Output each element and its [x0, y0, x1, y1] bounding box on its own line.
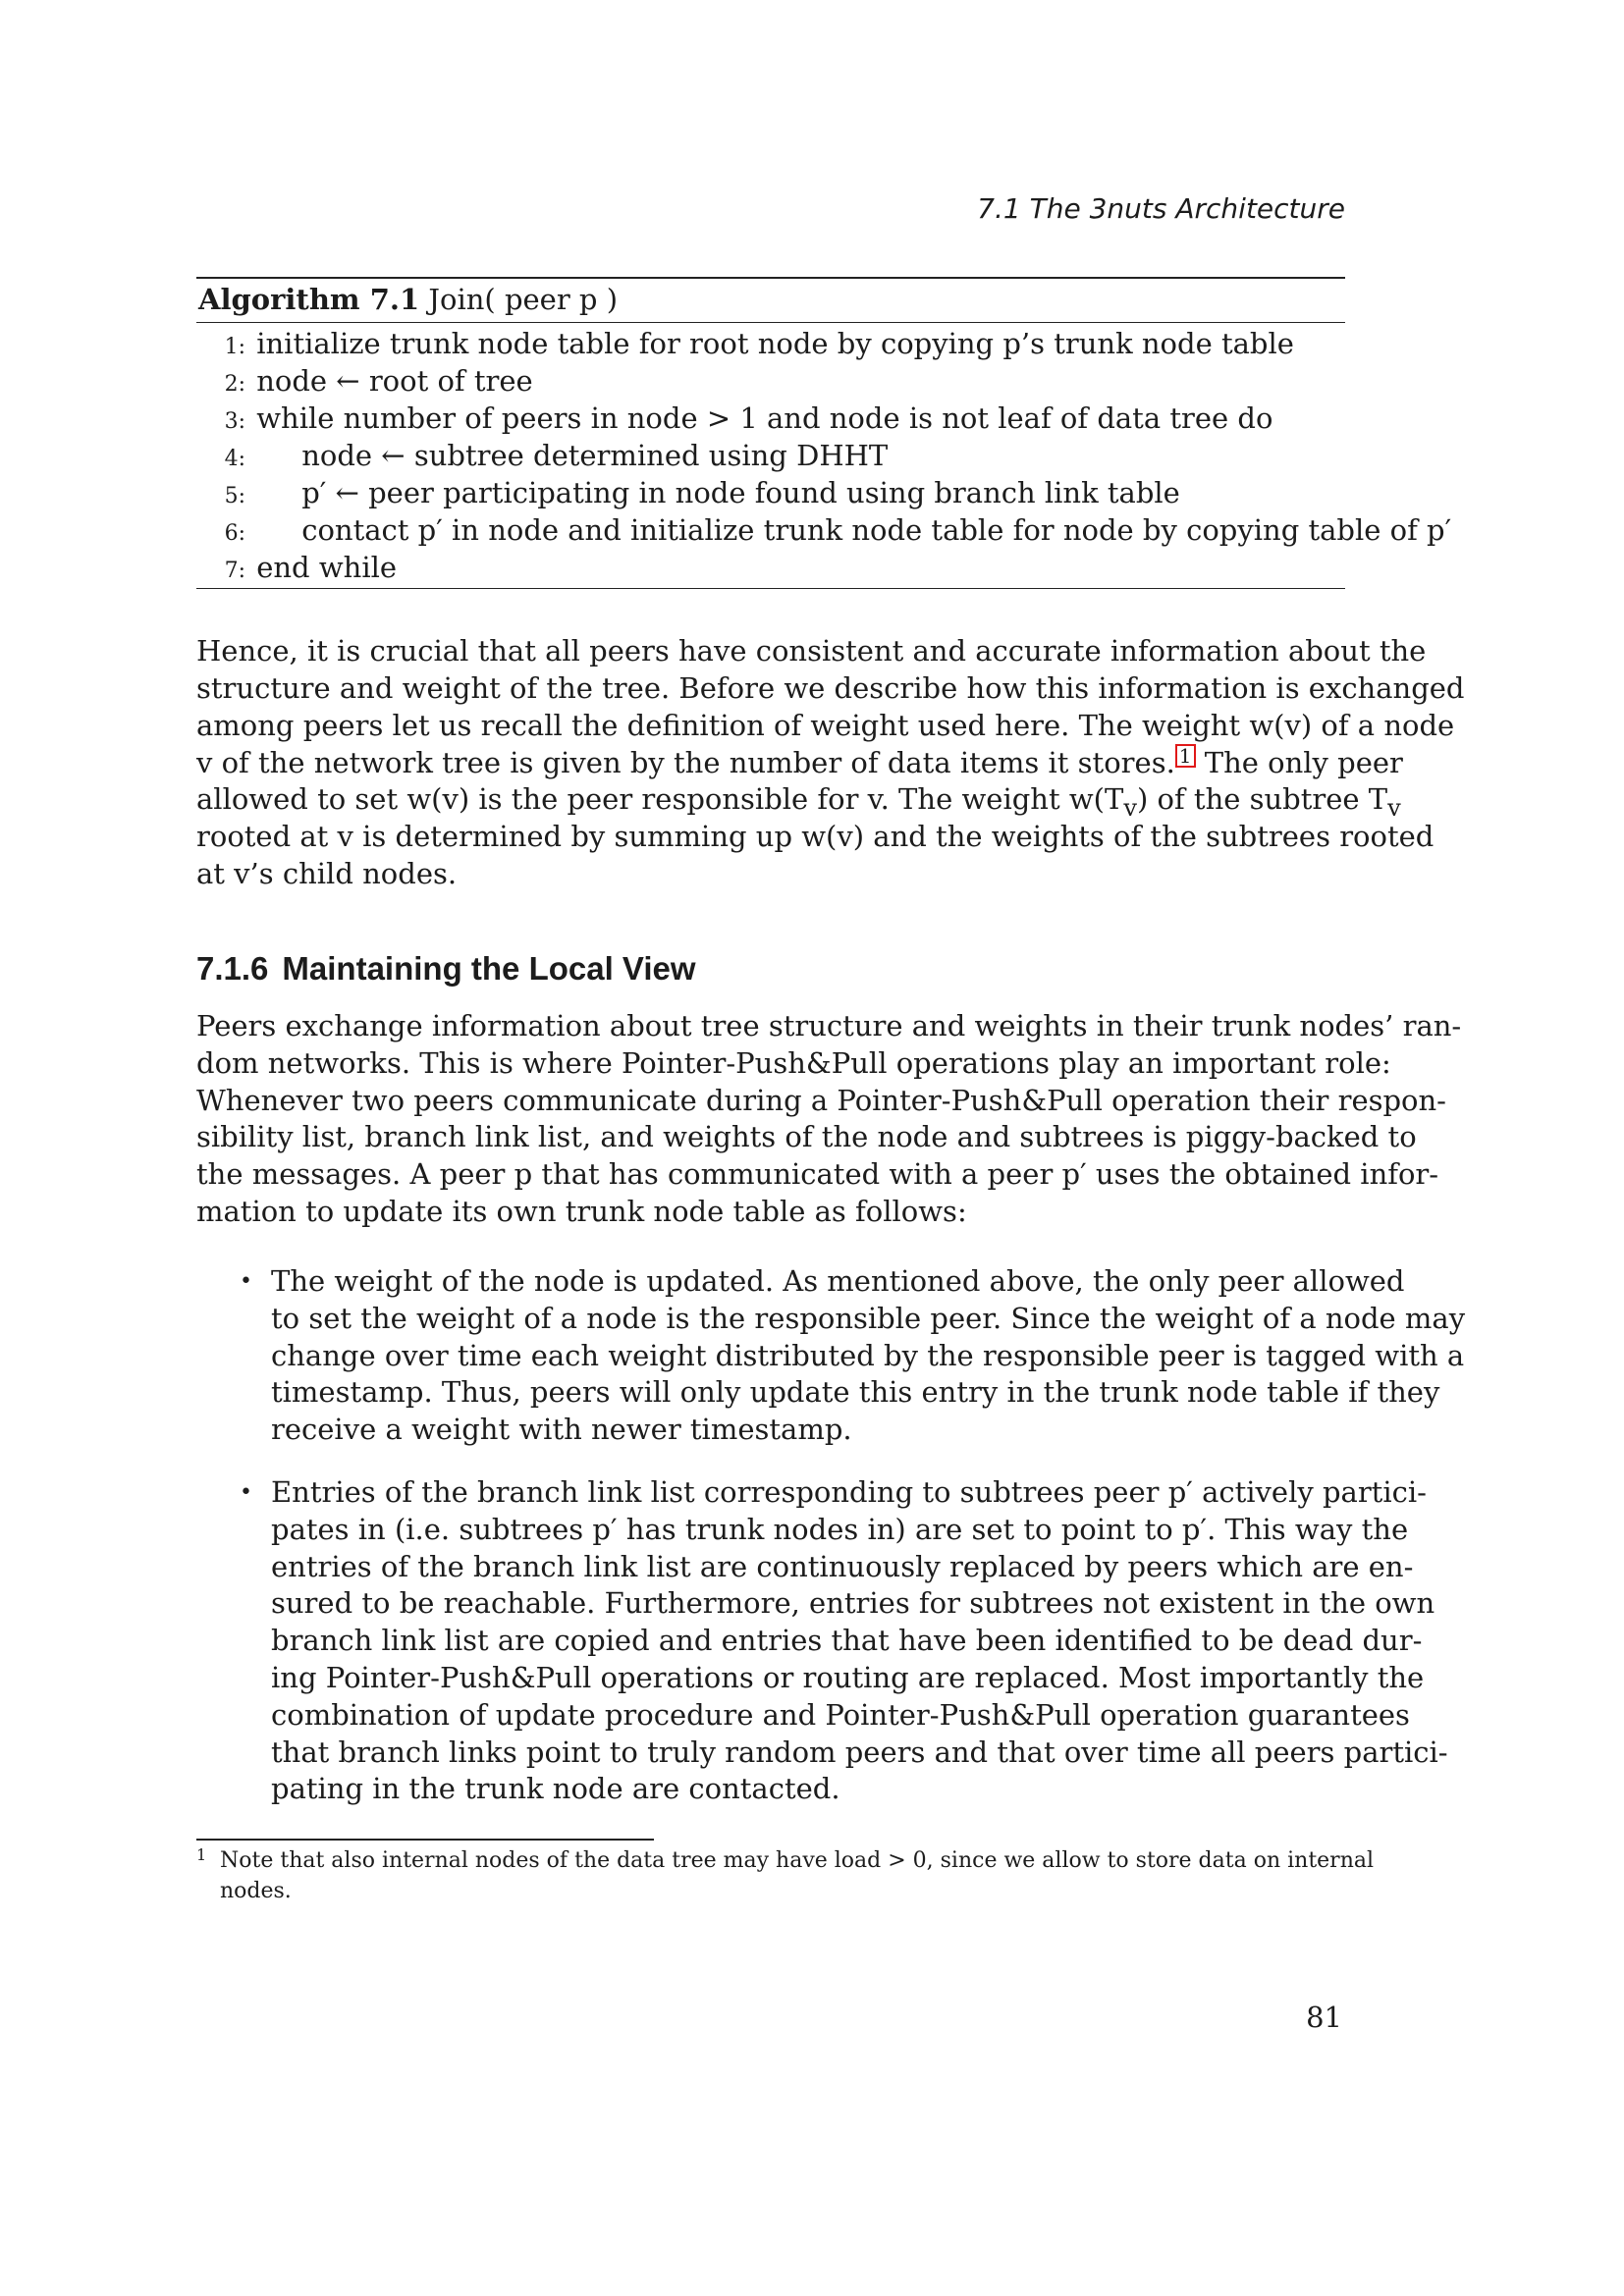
text-line: pating in the trunk node are contacted.	[271, 1772, 840, 1806]
algorithm-line-text: end while	[256, 551, 398, 584]
text-line: sibility list, branch link list, and weights of the node and subtrees is piggy-backed to	[196, 1120, 1417, 1154]
text-line	[196, 744, 1403, 781]
text-segment: ) of the subtree T	[1136, 782, 1388, 817]
algorithm-line	[196, 474, 1345, 511]
bullet-item	[196, 1474, 1448, 1808]
text-line: branch link list are copied and entries that have been identified to be dead dur-	[271, 1624, 1423, 1658]
text-line: rooted at v is determined by summing up w(v) and the weights of the subtrees rooted	[196, 819, 1435, 853]
text-line: the messages. A peer p that has communicated with a peer p′ uses the obtained infor-	[196, 1157, 1439, 1192]
algorithm-line	[196, 511, 1452, 549]
algorithm-line-text: node ← root of tree	[256, 364, 533, 398]
algorithm-line	[196, 549, 1345, 586]
text-line: Peers exchange information about tree structure and weights in their trunk nodes’ ran-	[196, 1009, 1462, 1042]
page-number: 81	[1306, 2001, 1342, 2034]
text-segment: allowed to set w(v) is the peer responsible for v. The weight w(T	[196, 782, 1124, 817]
text-line: at v’s child nodes.	[196, 856, 458, 890]
algorithm-line-number: 2:	[224, 372, 245, 397]
bullet-icon: •	[240, 1269, 252, 1294]
bullet-item	[196, 1263, 1466, 1449]
text-segment: v of the network tree is given by the number of data items it stores.	[196, 746, 1175, 780]
text-line: timestamp. Thus, peers will only update this entry in the trunk node table if they	[271, 1375, 1440, 1410]
section-title: Maintaining the Local View	[282, 950, 696, 987]
algorithm-line-text: contact p′ in node and initialize trunk node table for node by copying table of p′	[301, 513, 1452, 547]
algorithm-line	[196, 362, 1345, 400]
footnote-line: Note that also internal nodes of the data tree may have load > 0, since we allow to store data on internal	[220, 1848, 1375, 1873]
text-segment: The only peer	[1204, 746, 1403, 780]
algorithm-line	[196, 400, 1345, 437]
algorithm-line-number: 5:	[224, 484, 245, 508]
text-line: to set the weight of a node is the responsible peer. Since the weight of a node may	[271, 1301, 1466, 1335]
paragraph-weights	[196, 633, 1465, 893]
text-line: that branch links point to truly random peers and that over time all peers partici-	[271, 1735, 1448, 1769]
algorithm-line-text: while number of peers in node > 1 and node is not leaf of data tree do	[256, 401, 1273, 435]
footnote	[196, 1845, 1375, 1906]
text-line: The weight of the node is updated. As mentioned above, the only peer allowed	[271, 1264, 1405, 1298]
algorithm-caption	[196, 279, 1345, 322]
algorithm-line-text: initialize trunk node table for root node by copying p’s trunk node table	[256, 327, 1294, 360]
footnote-mark: 1	[196, 1845, 207, 1864]
algorithm-line-number: 3:	[224, 409, 245, 434]
algorithm-box	[196, 277, 1452, 589]
footnote-rule	[196, 1839, 654, 1841]
algorithm-line-text: node ← subtree determined using DHHT	[301, 439, 889, 472]
text-line: Whenever two peers communicate during a Pointer-Push&Pull operation their respon-	[196, 1083, 1446, 1117]
algorithm-title: Join( peer p )	[428, 283, 619, 316]
text-line: entries of the branch link list are continuously replaced by peers which are en-	[271, 1549, 1414, 1583]
algorithm-line-number: 1:	[224, 335, 245, 359]
algorithm-line	[196, 437, 1345, 474]
text-line: change over time each weight distributed by the responsible peer is tagged with a	[271, 1338, 1465, 1372]
algorithm-bottom-rule	[196, 588, 1345, 589]
paragraph-local-view	[196, 1008, 1462, 1231]
text-line: among peers let us recall the definition of weight used here. The weight w(v) of a node	[196, 708, 1455, 742]
algorithm-label: Algorithm 7.1	[198, 283, 420, 316]
running-header: 7.1 The 3nuts Architecture	[977, 192, 1345, 225]
algorithm-line-number: 6:	[224, 521, 245, 546]
text-line: pates in (i.e. subtrees p′ has trunk nodes in) are set to point to p′. This way the	[271, 1512, 1409, 1546]
text-line	[196, 781, 1401, 822]
algorithm-line-text: p′ ← peer participating in node found using branch link table	[301, 476, 1180, 509]
text-line: Entries of the branch link list corresponding to subtrees peer p′ actively partici-	[271, 1474, 1427, 1509]
text-line: ing Pointer-Push&Pull operations or routing are replaced. Most importantly the	[271, 1660, 1425, 1694]
algorithm-lines	[196, 323, 1452, 586]
subscript: v	[1387, 793, 1401, 822]
section-number: 7.1.6	[196, 950, 269, 987]
text-line: structure and weight of the tree. Before we describe how this information is exchanged	[196, 670, 1465, 705]
footnote-line: nodes.	[220, 1879, 292, 1903]
bullet-icon: •	[240, 1479, 252, 1505]
text-line: mation to update its own trunk node table as follows:	[196, 1194, 967, 1228]
section-heading	[196, 950, 696, 988]
text-line: sured to be reachable. Furthermore, entries for subtrees not existent in the own	[271, 1586, 1435, 1621]
algorithm-line-number: 7:	[224, 559, 245, 583]
algorithm-line	[196, 325, 1345, 362]
bullet-list	[196, 1263, 1466, 1808]
text-line: Hence, it is crucial that all peers have consistent and accurate information about the	[196, 634, 1427, 667]
text-line: dom networks. This is where Pointer-Push&Pull operations play an important role:	[196, 1045, 1391, 1080]
subscript: v	[1123, 793, 1137, 822]
algorithm-line-number: 4:	[224, 447, 245, 471]
text-line: combination of update procedure and Pointer-Push&Pull operation guarantees	[271, 1697, 1410, 1732]
text-line: receive a weight with newer timestamp.	[271, 1413, 852, 1447]
footnote-ref-link[interactable]: 1	[1175, 744, 1196, 768]
